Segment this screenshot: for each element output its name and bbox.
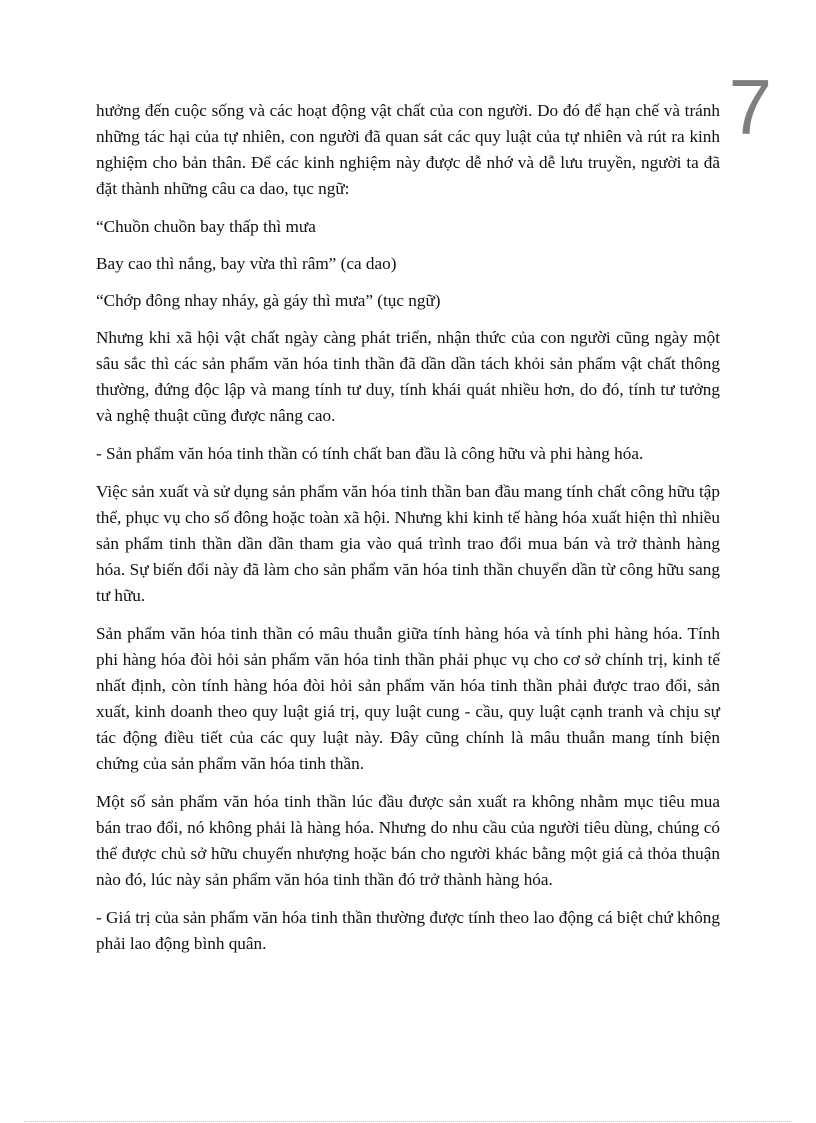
bullet-value-labor: - Giá trị của sản phẩm văn hóa tinh thần thường được tính theo lao động cá biệt chứ không phải lao động bình quân. [96,908,720,953]
paragraph-development: Nhưng khi xã hội vật chất ngày càng phát triển, nhận thức của con người cũng ngày một sâu sắc thì các sản phẩm văn hóa tinh thần đã dần dần tách khỏi sản phẩm vật chất thông thường, đứng độc lập và mang tính tư duy, tính khái quát nhiều hơn, do đó, tính tư tưởng và nghệ thuật cũng được nâng cao. [96,328,720,425]
page-number: 7 [728,63,772,151]
page-bottom-divider [24,1121,792,1122]
proverb-line-1: “Chuồn chuồn bay thấp thì mưa [96,217,316,236]
document-body [96,98,720,969]
proverb-line-3: “Chớp đông nhay nháy, gà gáy thì mưa” (tục ngữ) [96,291,441,310]
proverb-line-2: Bay cao thì nắng, bay vừa thì râm” (ca dao) [96,254,397,273]
bullet-public-ownership: - Sản phẩm văn hóa tinh thần có tính chất ban đầu là công hữu và phi hàng hóa. [96,444,644,463]
paragraph-production: Việc sản xuất và sử dụng sản phẩm văn hóa tinh thần ban đầu mang tính chất công hữu tập thể, phục vụ cho số đông hoặc toàn xã hội. Nhưng khi kinh tế hàng hóa xuất hiện thì nhiều sản phẩm tinh thần dần dần tham gia vào quá trình trao đổi mua bán và trở thành hàng hóa. Sự biến đổi này đã làm cho sản phẩm văn hóa tinh thần chuyển dần từ công hữu sang tư hữu. [96,482,720,605]
paragraph-intro: hưởng đến cuộc sống và các hoạt động vật chất của con người. Do đó để hạn chế và tránh những tác hại của tự nhiên, con người đã quan sát các quy luật của tự nhiên và rút ra kinh nghiệm cho bản thân. Để các kinh nghiệm này được dễ nhớ và dễ lưu truyền, người ta đã đặt thành những câu ca dao, tục ngữ: [96,101,720,198]
paragraph-commodity: Một số sản phẩm văn hóa tinh thần lúc đầu được sản xuất ra không nhằm mục tiêu mua bán trao đổi, nó không phải là hàng hóa. Nhưng do nhu cầu của người tiêu dùng, chúng có thể được chủ sở hữu chuyển nhượng hoặc bán cho người khác bằng một giá cả thỏa thuận nào đó, lúc này sản phẩm văn hóa tinh thần đó trở thành hàng hóa. [96,792,720,889]
paragraph-contradiction: Sản phẩm văn hóa tinh thần có mâu thuẫn giữa tính hàng hóa và tính phi hàng hóa. Tính phi hàng hóa đòi hỏi sản phẩm văn hóa tinh thần phải phục vụ cho cơ sở chính trị, kinh tế nhất định, còn tính hàng hóa đòi hỏi sản phẩm văn hóa tinh thần phải được trao đổi, sản xuất, kinh doanh theo quy luật giá trị, quy luật cung - cầu, quy luật cạnh tranh và chịu sự tác động điều tiết của các quy luật này. Đây cũng chính là mâu thuẫn mang tính biện chứng của sản phẩm văn hóa tinh thần. [96,624,720,773]
